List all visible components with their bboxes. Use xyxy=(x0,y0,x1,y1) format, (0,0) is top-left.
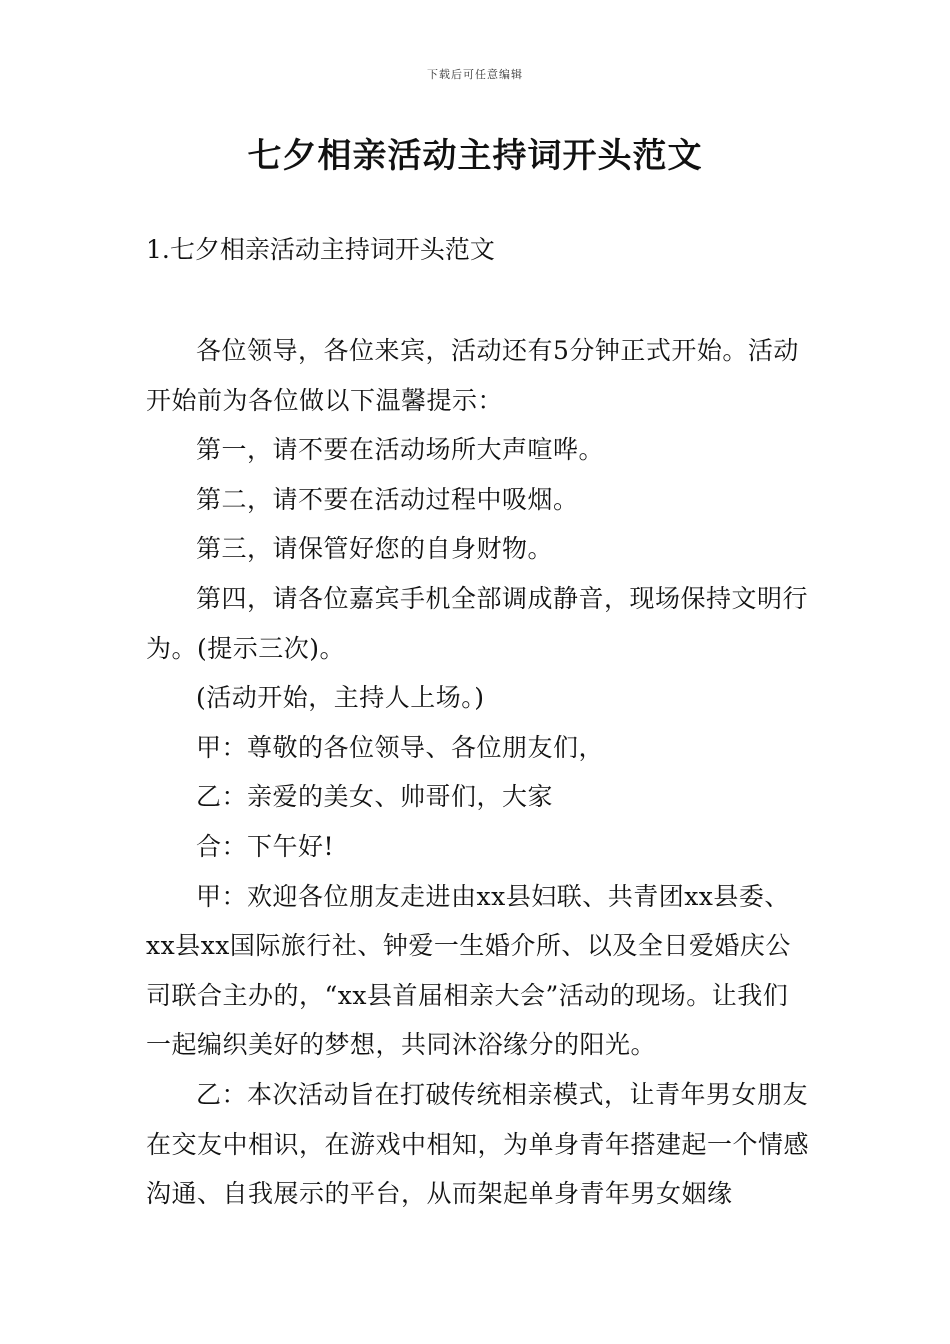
paragraph: 乙：亲爱的美女、帅哥们，大家 xyxy=(196,782,554,812)
paragraph: 第三，请保管好您的自身财物。 xyxy=(196,534,554,564)
paragraph: 第四，请各位嘉宾手机全部调成静音，现场保持文明行为。(提示三次)。 xyxy=(146,583,809,663)
paragraph: 各位领导，各位来宾，活动还有5分钟正式开始。活动开始前为各位做以下温馨提示： xyxy=(146,336,799,415)
paragraph: 甲：欢迎各位朋友走进由xx县妇联、共青团xx县委、xx县xx国际旅行社、钟爱一生婚介所、以及全日爱婚庆公司联合主办的，“xx县首届相亲大会”活动的现场。让我们一起编织美好的梦想，共同沐浴缘分的阳光。 xyxy=(146,881,791,1060)
document-body xyxy=(146,326,810,1219)
page-header-note: 下载后可任意编辑 xyxy=(427,68,523,81)
paragraph: 合：下午好! xyxy=(196,831,335,861)
paragraph: (活动开始，主持人上场。) xyxy=(196,683,485,713)
section-heading: 1.七夕相亲活动主持词开头范文 xyxy=(146,235,495,264)
paragraph: 第二，请不要在活动过程中吸烟。 xyxy=(196,484,579,514)
paragraph: 乙：本次活动旨在打破传统相亲模式，让青年男女朋友在交友中相识，在游戏中相知，为单身青年搭建起一个情感沟通、自我展示的平台，从而架起单身青年男女姻缘 xyxy=(146,1079,810,1209)
paragraph: 第一，请不要在活动场所大声喧哗。 xyxy=(196,435,605,465)
paragraph: 甲：尊敬的各位领导、各位朋友们， xyxy=(196,732,605,762)
document-title: 七夕相亲活动主持词开头范文 xyxy=(247,136,703,176)
